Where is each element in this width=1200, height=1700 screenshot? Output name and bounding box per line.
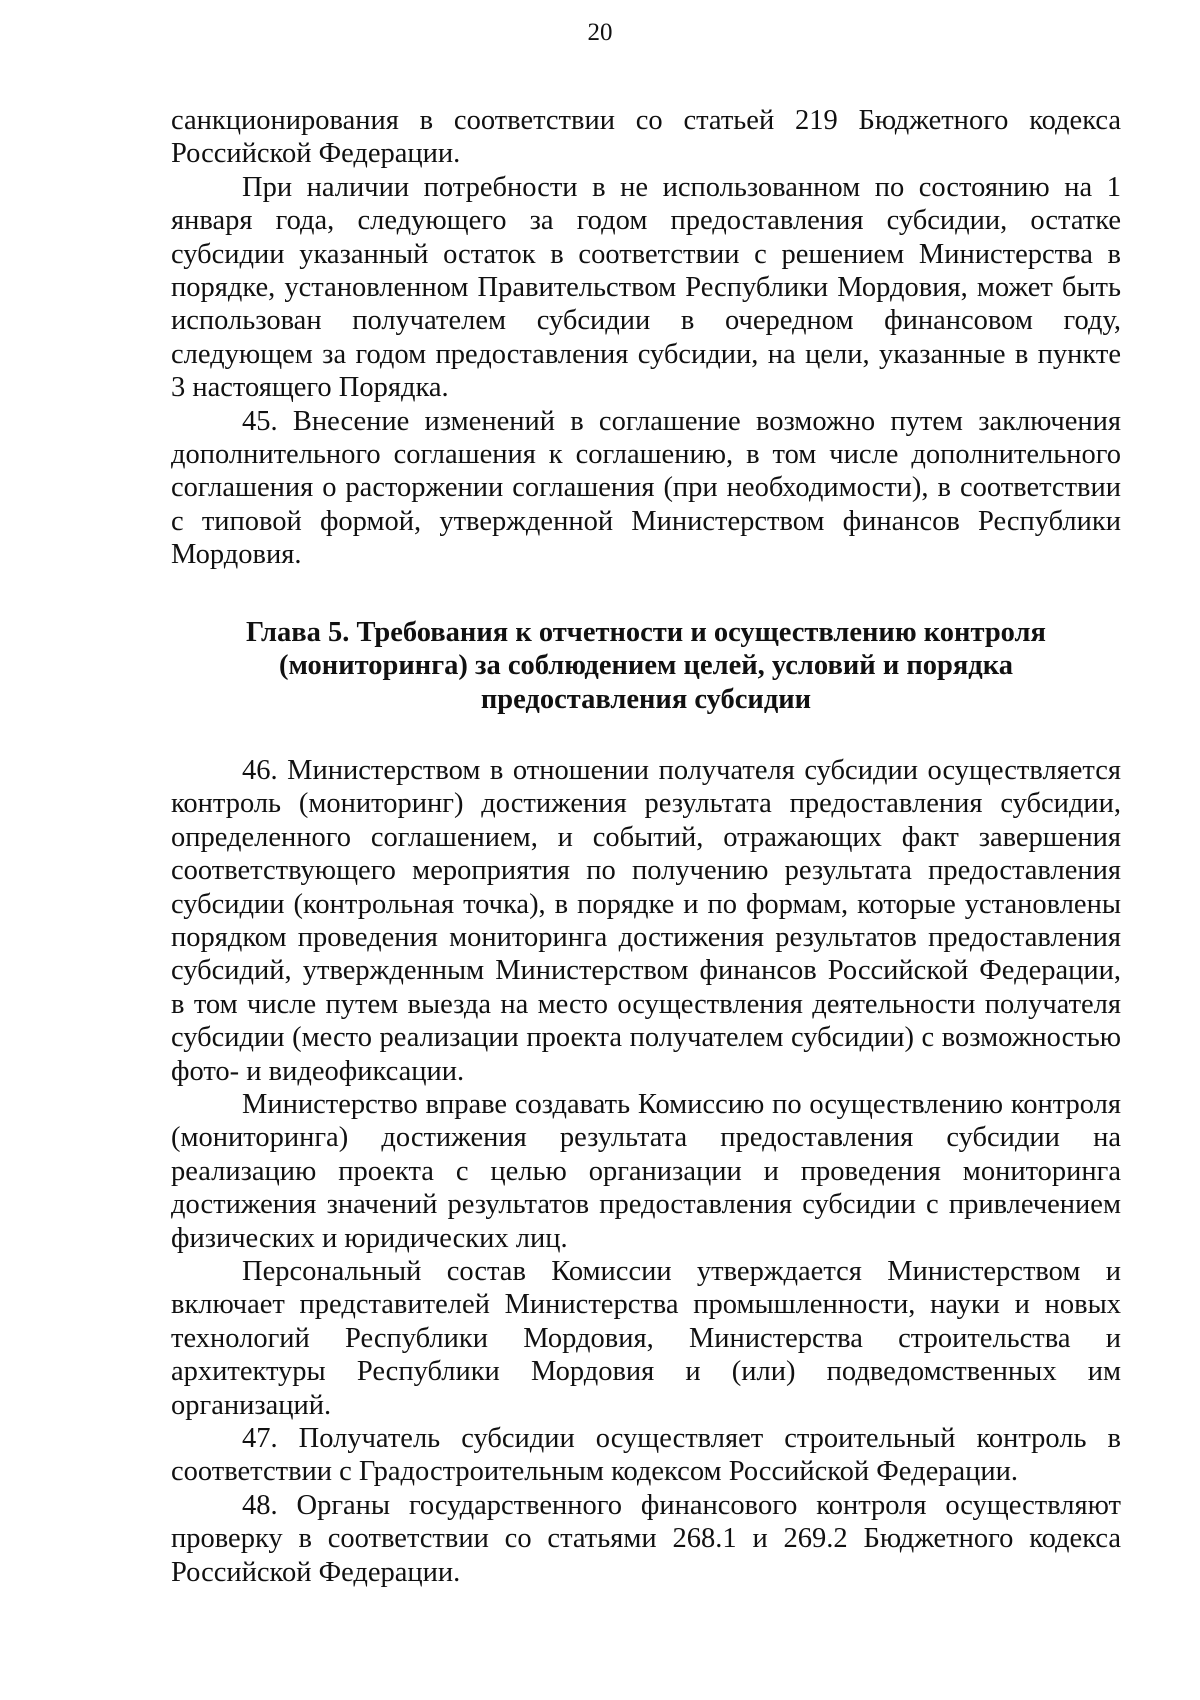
chapter-heading-line-3: предоставления субсидии xyxy=(480,683,812,715)
paragraph-45: 45. Внесение изменений в соглашение возможно путем заключения дополнительного соглашения к соглашению, в том числе дополнительного соглашения о расторжении соглашения (при необходимости), в соответствии с типовой формой, утвержденной Министерством финансов Республики Мордовия. xyxy=(171,405,1121,571)
paragraph-46: 46. Министерством в отношении получателя субсидии осуществляется контроль (мониторинг) достижения результата предоставления субсидии, определенного соглашением, и событий, отражающих факт завершения соответствующего мероприятия по получению результата предоставления субсидии (контрольная точка), в порядке и по формам, которые установлены порядком проведения мониторинга достижения результатов предоставления субсидий, утвержденным Министерством финансов Российской Федерации, в том числе путем выезда на место осуществления деятельности получателя субсидии (место реализации проекта получателем субсидии) с возможностью фото- и видеофиксации. xyxy=(171,754,1121,1087)
paragraph-continuation: санкционирования в соответствии со статьей 219 Бюджетного кодекса Российской Федерации. xyxy=(171,105,1121,170)
chapter-heading-line-1: Глава 5. Требования к отчетности и осуществлению контроля xyxy=(246,616,1046,648)
page-number: 20 xyxy=(587,19,613,46)
paragraph-commission-composition: Персональный состав Комиссии утверждается Министерством и включает представителей Министерства промышленности, науки и новых технологий Республики Мордовия, Министерства строительства и архитектуры Республики Мордовия и (или) подведомственных им организаций. xyxy=(171,1256,1121,1421)
paragraph-balance-usage: При наличии потребности в не использованном по состоянию на 1 января года, следующего за годом предоставления субсидии, остатке субсидии указанный остаток в соответствии с решением Министерства в порядке, установленном Правительством Республики Мордовия, может быть использован получателем субсидии в очередном финансовом году, следующем за годом предоставления субсидии, на цели, указанные в пункте 3 настоящего Порядка. xyxy=(171,171,1121,404)
paragraph-48: 48. Органы государственного финансового контроля осуществляют проверку в соответствии со статьями 268.1 и 269.2 Бюджетного кодекса Российской Федерации. xyxy=(171,1489,1121,1588)
chapter-5-heading xyxy=(171,616,1121,716)
paragraph-commission: Министерство вправе создавать Комиссию по осуществлению контроля (мониторинга) достижения результата предоставления субсидии на реализацию проекта с целью организации и проведения мониторинга достижения значений результатов предоставления субсидии с привлечением физических и юридических лиц. xyxy=(171,1088,1121,1254)
paragraph-47: 47. Получатель субсидии осуществляет строительный контроль в соответствии с Градостроительным кодексом Российской Федерации. xyxy=(171,1423,1121,1488)
chapter-heading-line-2: (мониторинга) за соблюдением целей, условий и порядка xyxy=(279,650,1013,682)
document-body xyxy=(171,104,1121,1589)
